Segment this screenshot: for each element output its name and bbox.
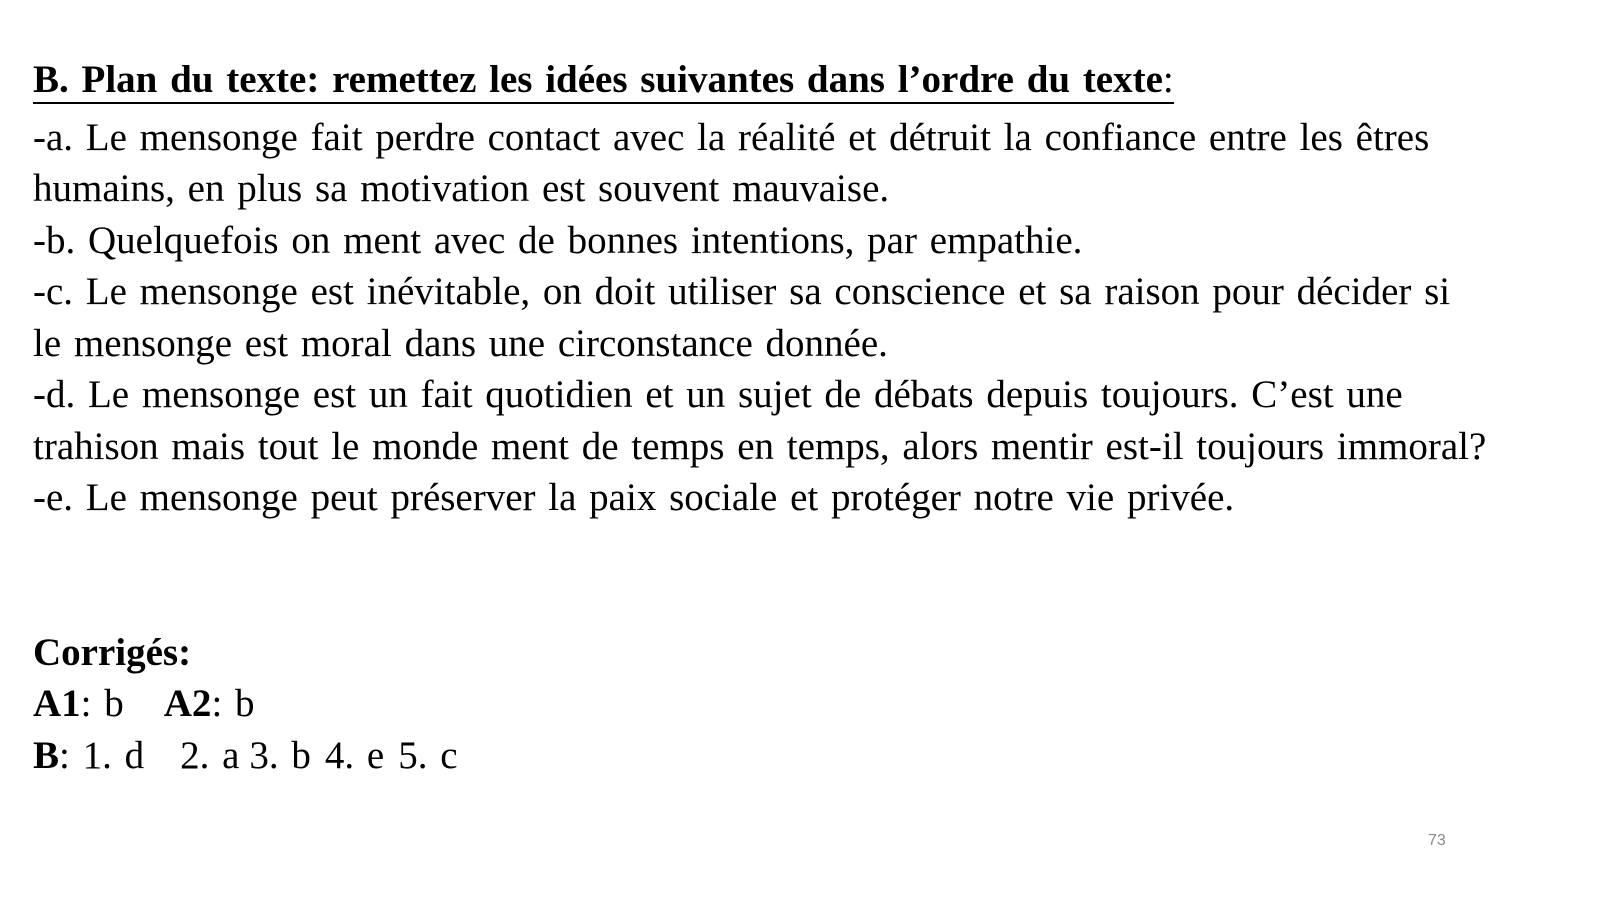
answers-b-line (33, 730, 1593, 782)
idea-item-c-line-2: le mensonge est moral dans une circonstance donnée. (33, 321, 888, 365)
idea-item-e-line-1: -e. Le mensonge peut préserver la paix sociale et protéger notre vie privée. (33, 476, 1235, 519)
idea-item-a-line-1: -a. Le mensonge fait perdre contact avec la réalité et détruit la confiance entre les êtres (33, 115, 1430, 159)
idea-item-c-line-1: -c. Le mensonge est inévitable, on doit utiliser sa conscience et sa raison pour décider si (33, 270, 1451, 313)
section-b-title-line (33, 54, 1593, 112)
idea-item-a-line-2: humains, en plus sa motivation est souvent mauvaise. (33, 167, 890, 210)
section-b-title-text: B. Plan du texte: remettez les idées suivantes dans l’ordre du texte (33, 58, 1163, 101)
idea-item-a (33, 112, 1593, 215)
answer-a2-label: A2 (163, 682, 212, 725)
corriges-title: Corrigés: (33, 630, 192, 674)
answer-b-2: 2. a (180, 733, 240, 777)
page-number: 73 (1428, 832, 1446, 849)
idea-item-b (33, 215, 1593, 267)
idea-item-d-line-2: trahison mais tout le monde ment de temps en temps, alors mentir est-il toujours immoral? (33, 424, 1487, 468)
section-b-title-colon: : (1162, 58, 1174, 101)
idea-item-b-line-1: -b. Quelquefois on ment avec de bonnes intentions, par empathie. (33, 218, 1083, 262)
idea-item-d-line-1: -d. Le mensonge est un fait quotidien et un sujet de débats depuis toujours. C’est une (33, 373, 1403, 416)
answer-b-1: : 1. d (59, 733, 145, 777)
idea-item-d (33, 369, 1593, 472)
answer-b-label: B (33, 733, 60, 777)
answer-a2-value: : b (211, 682, 255, 725)
idea-item-e (33, 472, 1593, 524)
answer-b-5: 5. c (398, 733, 458, 777)
answer-a1-value: : b (80, 682, 124, 725)
section-b-title (33, 58, 1174, 104)
answers-a-line (33, 678, 1593, 730)
answer-b-4: 4. e (324, 733, 385, 777)
idea-item-c (33, 266, 1593, 369)
section-spacer (33, 524, 1593, 627)
answer-b-3: 3. b (249, 733, 311, 777)
answer-a1-label: A1 (33, 682, 81, 725)
slide-content (33, 54, 1593, 781)
